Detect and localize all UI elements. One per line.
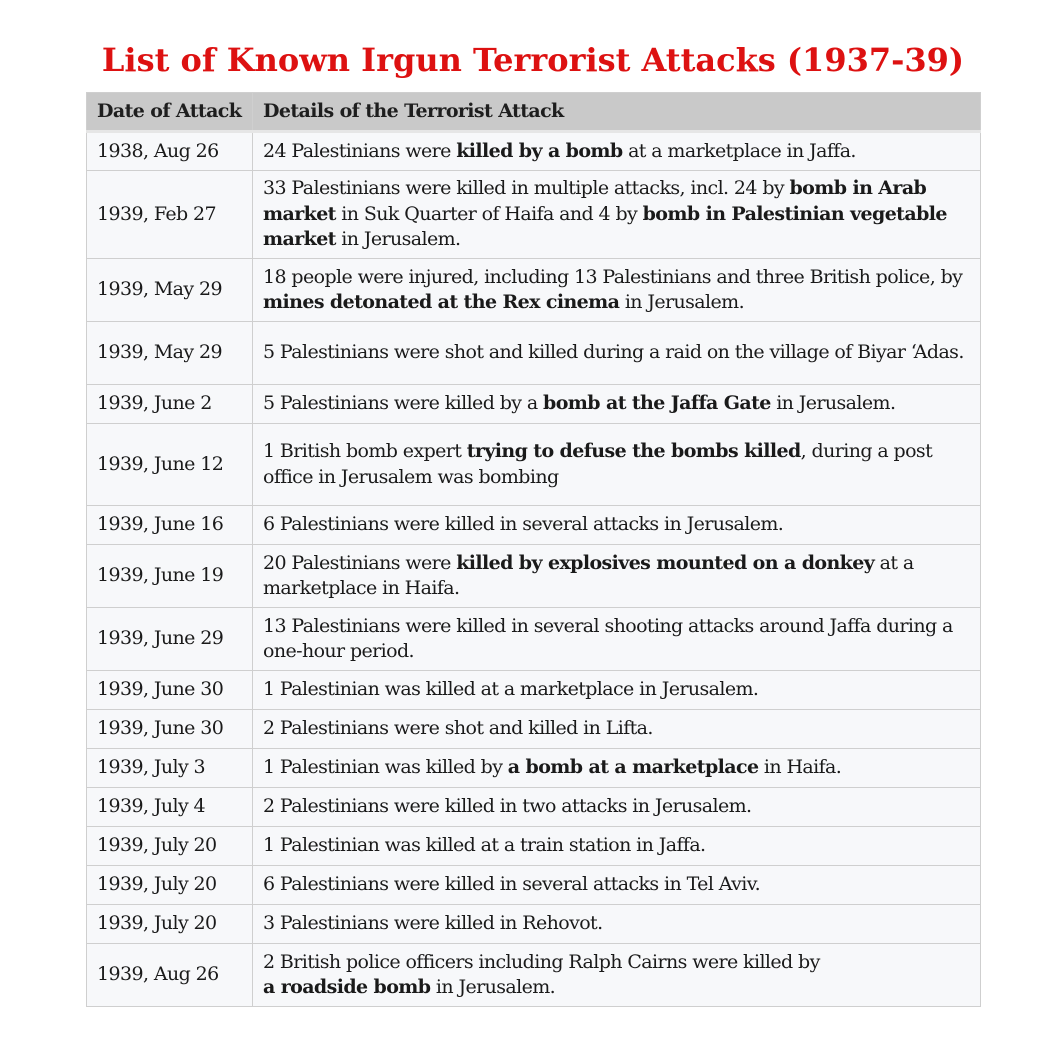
details-emphasis: bomb in Arab market — [263, 177, 927, 225]
date-cell: 1939, May 29 — [87, 322, 253, 385]
table-row — [87, 171, 981, 259]
details-cell — [253, 905, 981, 944]
date-cell: 1939, June 16 — [87, 506, 253, 545]
details-column-header: Details of the Terrorist Attack — [253, 93, 981, 132]
details-cell — [253, 322, 981, 385]
details-text: 6 Palestinians were killed in several attacks in Tel Aviv. — [263, 873, 761, 896]
details-emphasis: mines detonated at the Rex cinema — [263, 291, 620, 313]
details-text: in Jerusalem. — [335, 228, 461, 251]
details-text: 2 British police officers including Ralph Cairns were killed by — [263, 950, 820, 973]
details-text: 3 Palestinians were killed in Rehovot. — [263, 912, 603, 935]
date-cell: 1939, June 19 — [87, 545, 253, 608]
date-cell: 1939, Aug 26 — [87, 944, 253, 1007]
table-row — [87, 905, 981, 944]
table-row — [87, 132, 981, 171]
details-text: 1 Palestinian was killed at a train station in Jaffa. — [263, 834, 706, 857]
details-cell — [253, 132, 981, 171]
details-cell — [253, 259, 981, 322]
table-row — [87, 259, 981, 322]
details-cell — [253, 671, 981, 710]
details-text: at a marketplace in Haifa. — [263, 551, 914, 599]
details-text: in Suk Quarter of Haifa and 4 by — [335, 202, 643, 225]
date-cell: 1939, July 3 — [87, 749, 253, 788]
table-row — [87, 866, 981, 905]
date-cell: 1939, May 29 — [87, 259, 253, 322]
date-cell: 1939, June 29 — [87, 608, 253, 671]
details-text: in Haifa. — [758, 756, 842, 779]
details-emphasis: a roadside bomb — [263, 976, 431, 998]
table-row — [87, 788, 981, 827]
table-row — [87, 671, 981, 710]
details-emphasis: bomb at the Jaffa Gate — [543, 392, 771, 415]
details-text: 5 Palestinians were killed by a — [263, 392, 544, 415]
details-cell — [253, 506, 981, 545]
details-cell — [253, 424, 981, 506]
table-row — [87, 545, 981, 608]
details-text: 24 Palestinians were — [263, 139, 457, 162]
table-row — [87, 385, 981, 424]
details-cell — [253, 866, 981, 905]
table-row — [87, 827, 981, 866]
date-cell: 1939, June 12 — [87, 424, 253, 506]
date-cell: 1939, July 20 — [87, 827, 253, 866]
details-cell — [253, 788, 981, 827]
details-emphasis: bomb in Palestinian vegetable market — [263, 202, 947, 251]
table-body — [87, 132, 981, 1007]
details-text: 2 Palestinians were shot and killed in Lifta. — [263, 717, 653, 740]
date-cell: 1939, June 2 — [87, 385, 253, 424]
date-cell: 1939, June 30 — [87, 671, 253, 710]
attacks-table — [86, 92, 981, 1007]
table-row — [87, 506, 981, 545]
table-row — [87, 749, 981, 788]
table-row — [87, 424, 981, 506]
details-cell — [253, 171, 981, 259]
details-cell — [253, 545, 981, 608]
details-emphasis: killed by a bomb — [456, 139, 623, 162]
details-emphasis: trying to defuse the bombs killed — [466, 440, 801, 462]
date-cell: 1938, Aug 26 — [87, 132, 253, 171]
details-cell — [253, 608, 981, 671]
date-cell: 1939, July 20 — [87, 866, 253, 905]
table-row — [87, 710, 981, 749]
details-emphasis: a bomb at a marketplace — [507, 756, 759, 779]
details-text: 2 Palestinians were killed in two attacks in Jerusalem. — [263, 795, 752, 818]
details-text: in Jerusalem. — [770, 392, 896, 415]
details-text: 13 Palestinians were killed in several shooting attacks around Jaffa during a one-hour period. — [263, 614, 953, 662]
table-row — [87, 608, 981, 671]
details-emphasis: killed by explosives mounted on a donkey — [456, 551, 875, 574]
table-header-row — [87, 93, 981, 132]
date-cell: 1939, July 20 — [87, 905, 253, 944]
details-text: 5 Palestinians were shot and killed during a raid on the village of Biyar ‘Adas. — [263, 341, 964, 364]
details-text: in Jerusalem. — [430, 976, 556, 998]
table-row — [87, 944, 981, 1007]
page-title: List of Known Irgun Terrorist Attacks (1937-39) — [101, 41, 965, 79]
date-cell: 1939, June 30 — [87, 710, 253, 749]
details-cell — [253, 710, 981, 749]
details-text: at a marketplace in Jaffa. — [622, 139, 856, 162]
details-cell — [253, 944, 981, 1007]
details-text: 1 Palestinian was killed at a marketplace in Jerusalem. — [263, 678, 759, 701]
details-cell — [253, 385, 981, 424]
date-column-header: Date of Attack — [87, 93, 253, 132]
details-text: , during a post office in Jerusalem was bombing — [263, 440, 933, 488]
details-cell — [253, 749, 981, 788]
details-text: in Jerusalem. — [619, 291, 745, 313]
details-text: 33 Palestinians were killed in multiple attacks, incl. 24 by — [263, 177, 790, 200]
date-cell: 1939, Feb 27 — [87, 171, 253, 259]
table-row — [87, 322, 981, 385]
details-text: 18 people were injured, including 13 Palestinians and three British police, by — [263, 265, 963, 288]
details-text: 1 Palestinian was killed by — [263, 756, 508, 779]
details-text: 6 Palestinians were killed in several attacks in Jerusalem. — [263, 513, 784, 536]
details-text: 1 British bomb expert — [263, 440, 467, 462]
details-text: 20 Palestinians were — [263, 551, 457, 574]
date-cell: 1939, July 4 — [87, 788, 253, 827]
details-cell — [253, 827, 981, 866]
